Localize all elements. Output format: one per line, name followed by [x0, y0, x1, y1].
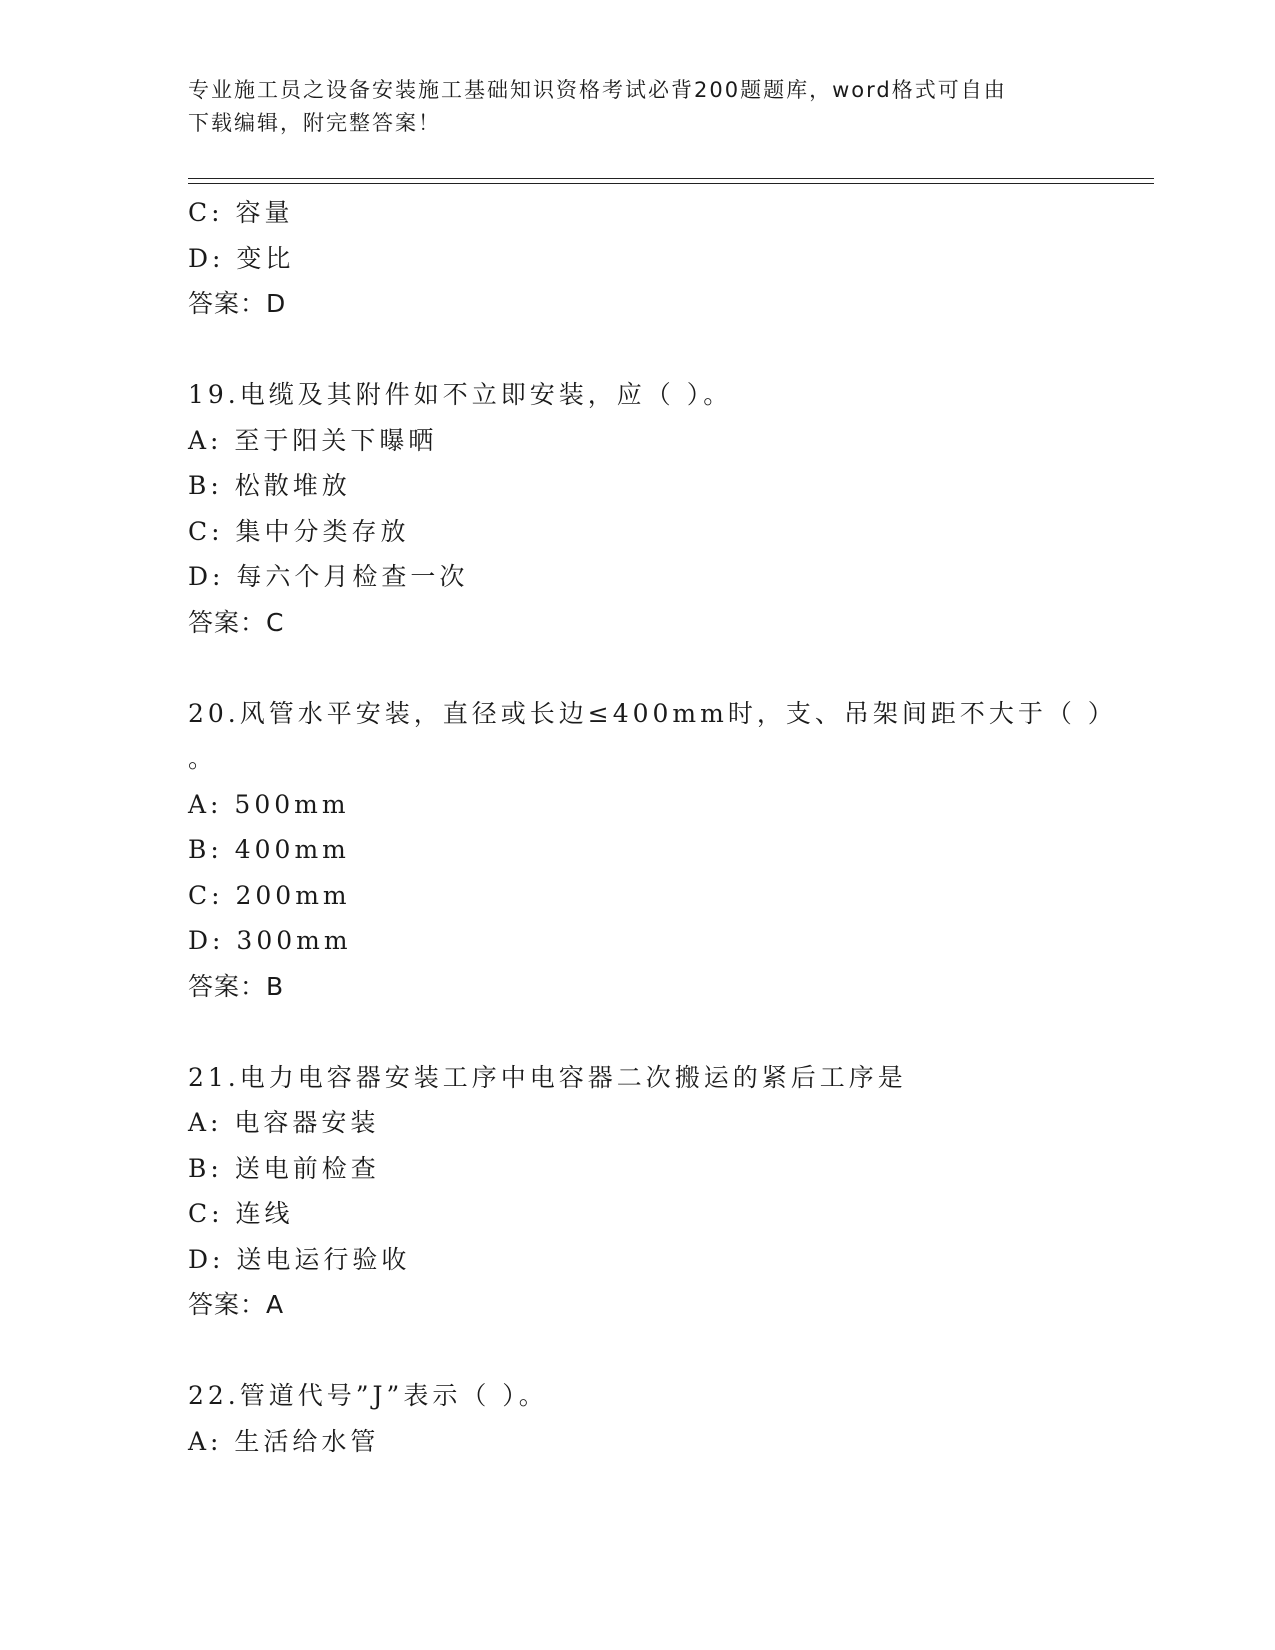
answer-line: 答案：D	[188, 289, 287, 318]
spacer	[188, 327, 1108, 373]
answer-line: 答案：A	[188, 1290, 285, 1319]
question-stem-continuation: 。	[188, 744, 218, 773]
option-a: A: 至于阳关下曝晒	[188, 425, 438, 455]
header-divider-top	[188, 178, 1154, 179]
spacer	[188, 1328, 1108, 1374]
question-19	[188, 372, 1108, 645]
header-divider-bottom	[188, 183, 1154, 184]
answer-line: 答案：C	[188, 607, 285, 637]
option-c: C: 连线	[188, 1199, 294, 1228]
option-d: D: 变比	[188, 243, 295, 273]
spacer	[188, 1009, 1108, 1055]
question-18	[188, 190, 1108, 327]
question-stem: 20.风管水平安装，直径或长边≤400mm时，支、吊架间距不大于（ ）	[188, 698, 1117, 728]
question-stem: 19.电缆及其附件如不立即安装，应（ ）。	[188, 380, 733, 409]
option-b: B: 400mm	[188, 835, 350, 864]
question-21	[188, 1055, 1108, 1328]
option-a: A: 500mm	[188, 789, 350, 819]
option-d: D: 300mm	[188, 926, 352, 955]
question-stem: 21.电力电容器安装工序中电容器二次搬运的紧后工序是	[188, 1062, 907, 1092]
option-d: D: 送电运行验收	[188, 1244, 411, 1274]
option-a: A: 电容器安装	[188, 1108, 380, 1137]
document-header	[188, 74, 1068, 140]
spacer	[188, 645, 1108, 691]
option-d: D: 每六个月检查一次	[188, 562, 469, 591]
option-b: B: 送电前检查	[188, 1153, 380, 1183]
question-stem: 22.管道代号”J”表示（ ）。	[188, 1381, 548, 1410]
question-list	[188, 190, 1117, 1464]
answer-line: 答案：B	[188, 971, 285, 1001]
question-20	[188, 691, 1117, 1010]
header-title-line-2: 下载编辑，附完整答案！	[188, 111, 441, 135]
option-c: C: 容量	[188, 198, 294, 227]
question-22	[188, 1373, 1108, 1464]
option-c: C: 200mm	[188, 880, 351, 910]
option-a: A: 生活给水管	[188, 1426, 380, 1456]
option-c: C: 集中分类存放	[188, 516, 410, 546]
header-title-line-1: 专业施工员之设备安装施工基础知识资格考试必背200题题库，word格式可自由	[188, 78, 1007, 102]
option-b: B: 松散堆放	[188, 471, 351, 500]
